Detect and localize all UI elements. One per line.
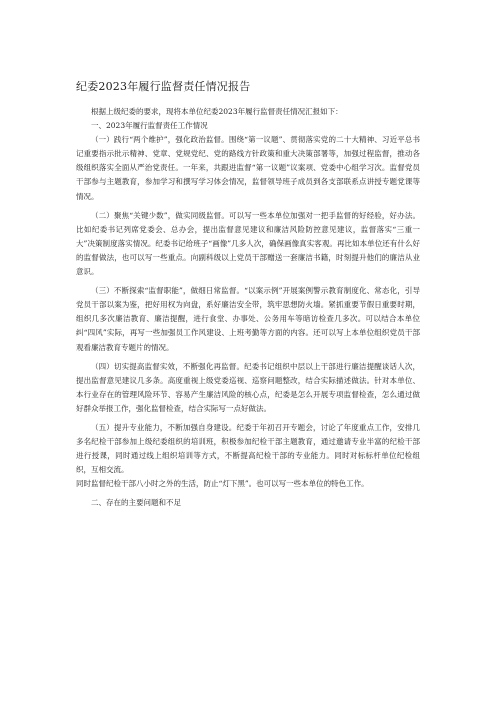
section-heading-1: 一、2023年履行监督责任工作情况 <box>91 121 208 131</box>
paragraph-4: （四）切实提高监督实效，不断强化再监督。纪委书记组织中层以上干部进行廉洁提醒谈话人次，提出监督意见建议几多条。高度重视上级党委巡视、巡察问题整改，结合实际描述做法。针对本单位、本行业存在的管理风险环节、容易产生廉洁风险的核心点，纪委是怎么开展专项监督检查，怎么通过做好群众举报工作，强化监督检查，结合实际写一点好做法。 <box>76 361 420 413</box>
document-title: 纪委2023年履行监督责任情况报告 <box>76 80 251 93</box>
intro-paragraph: 根据上级纪委的要求，现将本单位纪委2023年履行监督责任情况汇报如下： <box>91 107 343 116</box>
paragraph-2: （二）聚焦“关键少数”，做实同级监督。可以写一些本单位加强对一把手监督的好经验，好办法。比如纪委书记列席党委会、总办会，提出监督意见建议和廉洁风险防控意见建议，监督落实“三重一大”决策制度落实情况。纪委书记给班子“画像”几多人次，确保画像真实客观。再比如本单位还有什么好的监督做法，也可以写一些重点。向副科级以上党员干部赠送一套廉洁书籍，时刻提升他们的廉洁从业意识。 <box>76 210 420 277</box>
paragraph-3: （三）不断探索“监督职能”，做细日常监督。“以案示例”开展案例警示教育制度化、常态化，引导党员干部以案为鉴，把好用权为向盘，系好廉洁安全带，筑牢思想防火墙。紧抓重要节假日重要时期，组织几多次廉洁教育、廉洁提醒，进行食堂、办事处、公务用车等暗访检查几多次。可以结合本单位纠“四风”实际，再写一些加强员工作风建设、上班考勤等方面的内容。还可以写上本单位组织党员干部观看廉洁教育专题片的情况。 <box>76 286 420 352</box>
section-heading-2: 二、存在的主要问题和不足 <box>91 498 181 508</box>
paragraph-1: （一）践行“两个维护”，强化政治监督。围绕“第一议题”、贯彻落实党的二十大精神、习近平总书记重要指示批示精神、党章、党规党纪、党的路线方针政策和重大决策部署等，加强过程监督，推动各级组织落实全面从严治党责任。一年来，共跟进监督“第一议题”议案项、党委中心组学习次。监督党员干部参与主题教育，参加学习和撰写学习体会情况，监督领导班子成员到各支部联系点讲授专题党课等情况。 <box>76 135 420 201</box>
paragraph-6: 同时监督纪检干部八小时之外的生活，防止“灯下黑”。也可以写一些本单位的特色工作。 <box>76 479 369 489</box>
paragraph-5: （五）提升专业能力，不断加强自身建设。纪委于年初召开专题会，讨论了年度重点工作，安排几多名纪检干部参加上级纪委组织的培训班，积极参加纪检干部主题教育，通过邀请专业半富的纪检干部进行授课，同时通过线上组织培训等方式，不断提高纪检干部的专业能力。同时对标标杆单位纪检组织，互相交流。 <box>76 422 420 475</box>
document-body <box>76 105 420 511</box>
